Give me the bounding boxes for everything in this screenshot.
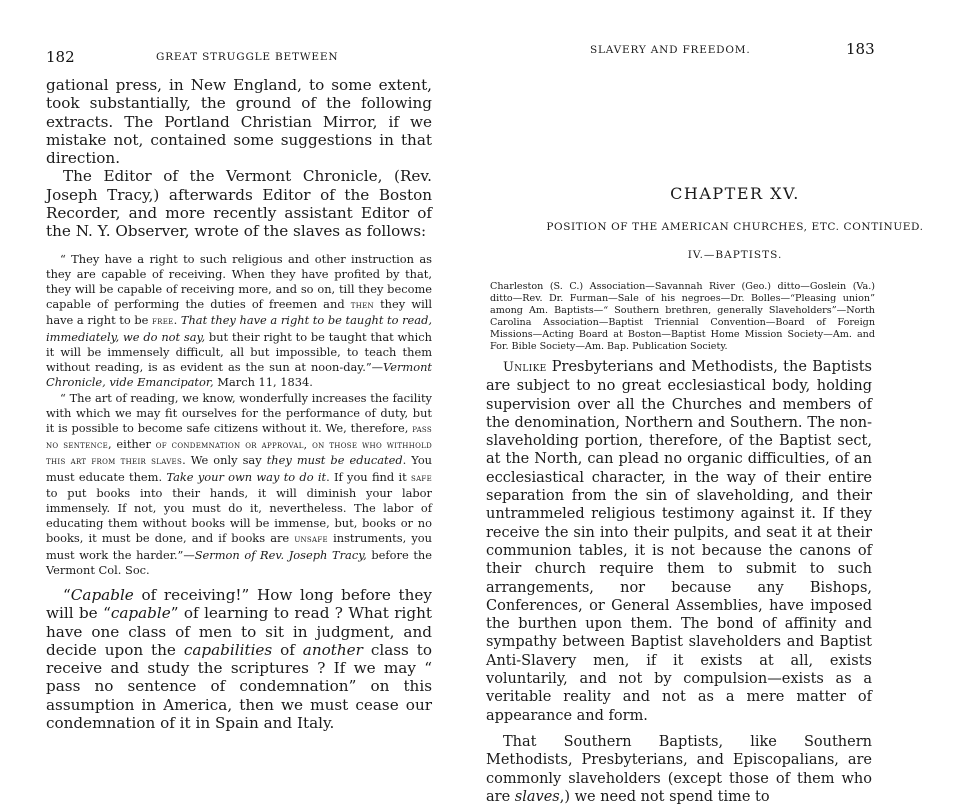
chapter-synopsis: Charleston (S. C.) Association—Savannah River (Geo.) ditto—Goslein (Va.) ditto—Rev. Dr. Furman—Sale of his negroes—Dr. Bolles—“Pleasing union” among Am. Baptists—“ Southern brethren, generally Slaveholders”—North Carolina Association—Baptist Triennial Convention—Board of Foreign Missions—Acting Board at Boston—Baptist Home Mission Society—Am. and For. Bible Society—Am. Bap. Publication Society.	[490, 281, 875, 352]
paragraph: Unlike Presbyterians and Methodists, the Baptists are subject to no great ecclesiastical body, holding supervision over all the Churches and members of the denomination, Northern and Southern. The non-slaveholding portion, therefore, of the Baptist sect, at the North, can plead no organic difficulties, of an ecclesiastical character, in the way of their entire separation from the sin of slaveholding, and their untrammeled religious testimony against it. If they receive the sin into their pulpits, and seat it at their communion tables, it is not because the canons of their church require them to submit to such arrangements, nor because any Bishops, Conferences, or General Assemblies, have imposed the burthen upon them. The bond of affinity and sympathy between Baptist slaveholders and Baptist Anti-Slavery men, if it exists at all, exists voluntarily, and not by compulsion—exists as a veritable reality and not as a mere matter of appearance and form.	[486, 359, 872, 724]
page-number: 182	[46, 48, 75, 66]
left-page	[0, 0, 490, 776]
paragraph: The Editor of the Vermont Chronicle, (Rev. Joseph Tracy,) afterwards Editor of the Boston Recorder, and more recently assistant Editor of the N. Y. Observer, wrote of the slaves as follows:	[46, 167, 432, 241]
block-quote: “ They have a right to such religious and other instruction as they are capable of receiving. When they have profited by that, they will be capable of receiving more, and so on, till they become capable of performing the duties of freemen and then they will have a right to be free. That they have a right to be taught to read, immediately, we do not say, but their right to be taught that which it will be immensely difficult, all but impossible, to teach them without reading, is as evident as the sun at noon-day.”—Vermont Chronicle, vide Emancipator, March 11, 1834.	[46, 251, 433, 390]
left-page-body	[46, 76, 432, 732]
running-head: GREAT STRUGGLE BETWEEN	[156, 51, 339, 63]
chapter-heading: CHAPTER XV.	[670, 184, 800, 203]
page-number: 183	[846, 40, 875, 58]
block-quote: “ The art of reading, we know, wonderfully increases the facility with which we may fit ourselves for the performance of duty, but it is possible to become safe citizens without it. We, therefore, pass no sentence, either of condemnation or approval, on those who withhold this art from their slaves. We only say they must be educated. You must educate them. Take your own way to do it. If you find it safe to put books into their hands, it will diminish your labor immensely. If not, you must do it, nevertheless. The labor of educating them without books will be immense, but, books or no books, it must be done, and if books are unsafe instruments, you must work the harder.”—Sermon of Rev. Joseph Tracy, before the Vermont Col. Soc.	[46, 390, 433, 577]
paragraph: gational press, in New England, to some extent, took substantially, the ground of the following extracts. The Portland Christian Mirror, if we mistake not, contained some suggestions in that direction.	[46, 76, 432, 168]
right-page-body	[486, 358, 872, 806]
paragraph: That Southern Baptists, like Southern Methodists, Presbyterians, and Episcopalians, are commonly slaveholders (except those of them who are slaves,) we need not spend time to	[486, 733, 872, 805]
right-page	[486, 0, 980, 805]
paragraph: “Capable of receiving!” How long before they will be “capable” of learning to read ? What right have one class of men to sit in judgment, and decide upon the capabilities of another class to receive and study the scriptures ? If we may “ pass no sentence of condemnation” on this assumption in America, then we must cease our condemnation of it in Spain and Italy.	[46, 585, 433, 733]
section-heading: IV.—BAPTISTS.	[687, 249, 783, 261]
chapter-subtitle: POSITION OF THE AMERICAN CHURCHES, ETC. CONTINUED.	[546, 221, 924, 233]
running-head: SLAVERY AND FREEDOM.	[590, 44, 751, 56]
